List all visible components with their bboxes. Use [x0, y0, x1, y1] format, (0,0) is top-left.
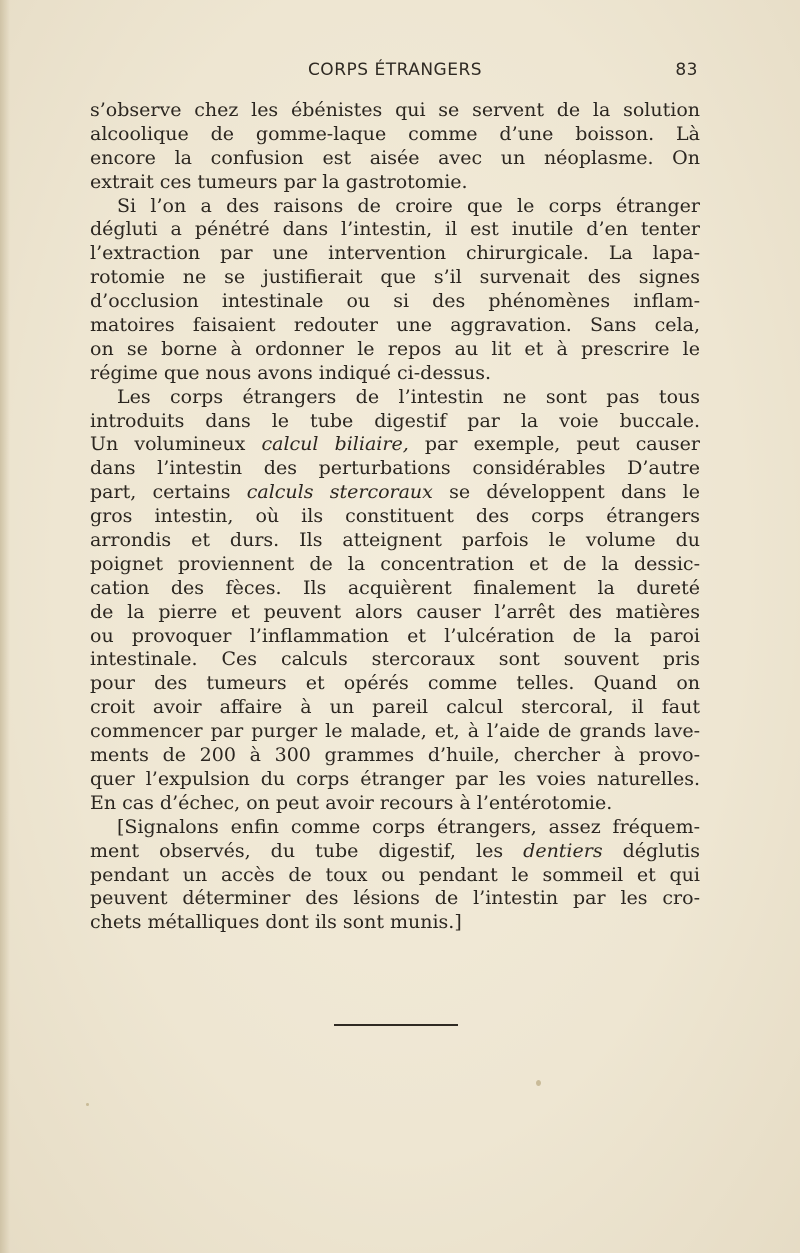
body-text — [90, 99, 700, 935]
text-line: arrondis et durs. Ils atteignent parfois le volume du — [90, 529, 700, 552]
text-line: encore la confusion est aisée avec un néoplasme. On — [90, 146, 700, 169]
text-line: alcoolique de gomme-laque comme d’une boisson. Là — [90, 122, 700, 145]
text-line: [Signalons enfin comme corps étrangers, assez fréquem- — [117, 815, 700, 838]
text-line — [90, 481, 700, 505]
text-line: gros intestin, où ils constituent des corps étrangers — [90, 505, 700, 528]
text-line — [90, 433, 700, 457]
text-segment: part, certains — [90, 481, 247, 504]
text-line: matoires faisaient redouter une aggravation. Sans cela, — [90, 314, 700, 337]
text-segment: se développent dans le — [432, 481, 700, 504]
italic-term: calcul biliaire, — [261, 433, 409, 456]
text-line: extrait ces tumeurs par la gastrotomie. — [90, 170, 468, 193]
text-line: introduits dans le tube digestif par la voie buccale. — [90, 409, 700, 432]
page-gutter-shadow — [0, 0, 10, 1253]
text-segment: par exemple, peut causer — [408, 433, 700, 456]
text-line: peuvent déterminer des lésions de l’intestin par les cro- — [90, 887, 700, 910]
page-number: 83 — [675, 60, 698, 80]
text-line: poignet proviennent de la concentration et de la dessic- — [90, 552, 700, 575]
text-line: Les corps étrangers de l’intestin ne sont pas tous — [117, 385, 700, 408]
text-line — [90, 840, 700, 864]
text-line: chets métalliques dont ils sont munis.] — [90, 911, 462, 934]
text-line: régime que nous avons indiqué ci-dessus. — [90, 361, 492, 384]
text-line: on se borne à ordonner le repos au lit et à prescrire le — [90, 337, 700, 360]
text-line: rotomie ne se justifierait que s’il survenait des signes — [90, 266, 700, 289]
text-line: s’observe chez les ébénistes qui se servent de la solution — [90, 99, 700, 121]
text-segment: ment observés, du tube digestif, les — [90, 839, 524, 862]
text-line: pour des tumeurs et opérés comme telles. Quand on — [90, 672, 700, 695]
italic-term: dentiers — [523, 839, 603, 862]
text-line: de la pierre et peuvent alors causer l’arrêt des matières — [90, 600, 700, 623]
text-line: pendant un accès de toux ou pendant le sommeil et qui — [90, 863, 700, 886]
italic-term: calculs stercoraux — [246, 481, 433, 504]
text-line: Si l’on a des raisons de croire que le corps étranger — [117, 194, 700, 217]
text-line: ments de 200 à 300 grammes d’huile, chercher à provo- — [90, 744, 700, 767]
text-line: dégluti a pénétré dans l’intestin, il est inutile d’en tenter — [90, 218, 700, 241]
text-line: intestinale. Ces calculs stercoraux sont souvent pris — [90, 648, 700, 671]
text-line: ou provoquer l’inflammation et l’ulcération de la paroi — [90, 624, 700, 647]
text-segment: Un volumineux — [90, 433, 262, 456]
text-line: l’extraction par une intervention chirurgicale. La lapa- — [90, 242, 700, 265]
text-line: croit avoir affaire à un pareil calcul stercoral, il faut — [90, 696, 700, 719]
text-line: commencer par purger le malade, et, à l’aide de grands lave- — [90, 720, 700, 743]
text-line: d’occlusion intestinale ou si des phénomènes inflam- — [90, 290, 700, 313]
paper-speck — [86, 1103, 89, 1106]
text-segment: déglutis — [602, 839, 700, 862]
text-line: quer l’expulsion du corps étranger par les voies naturelles. — [90, 767, 700, 790]
page-header — [90, 60, 700, 84]
end-rule — [334, 1024, 458, 1026]
running-title: CORPS ÉTRANGERS — [307, 60, 483, 80]
paper-speck — [536, 1080, 541, 1086]
text-line: dans l’intestin des perturbations considérables D’autre — [90, 457, 700, 480]
text-line: En cas d’échec, on peut avoir recours à l’entérotomie. — [90, 791, 613, 814]
text-line: cation des fèces. Ils acquièrent finalement la dureté — [90, 576, 700, 599]
